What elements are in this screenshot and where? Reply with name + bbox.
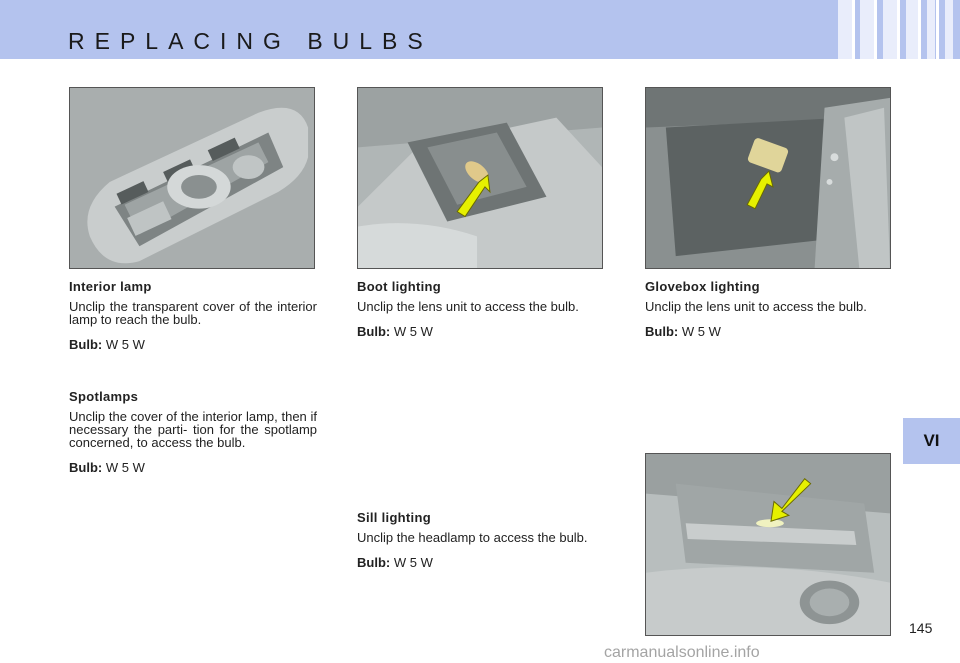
sill-lighting-photo [645, 453, 891, 636]
interior-lamp-text: Unclip the transparent cover of the interior lamp to reach the bulb. [69, 299, 317, 327]
page-title: REPLACING BULBS [68, 28, 433, 54]
glovebox-lighting-bulb: Bulb: W 5 W [645, 324, 721, 339]
header-band [0, 0, 960, 59]
boot-lighting-section [357, 279, 605, 339]
header-decoration [830, 0, 960, 59]
chapter-tab[interactable]: VI [903, 418, 960, 464]
spotlamps-section [69, 389, 317, 475]
spotlamps-title: Spotlamps [69, 389, 139, 404]
boot-lighting-text: Unclip the lens unit to access the bulb. [357, 299, 579, 314]
glovebox-lighting-photo [645, 87, 891, 269]
spotlamps-bulb: Bulb: W 5 W [69, 460, 145, 475]
boot-lighting-bulb: Bulb: W 5 W [357, 324, 433, 339]
sill-lighting-section [357, 510, 605, 570]
interior-lamp-bulb: Bulb: W 5 W [69, 337, 145, 352]
watermark: carmanualsonline.info [604, 644, 760, 661]
spotlamps-text: Unclip the cover of the interior lamp, then if necessary the parti- tion for the spotlamp concerned, to access the bulb. [69, 409, 317, 450]
sill-lighting-bulb: Bulb: W 5 W [357, 555, 433, 570]
glovebox-lighting-title: Glovebox lighting [645, 279, 760, 294]
glovebox-lighting-text: Unclip the lens unit to access the bulb. [645, 299, 867, 314]
glovebox-lighting-section [645, 279, 893, 339]
boot-lighting-title: Boot lighting [357, 279, 442, 294]
boot-lighting-photo [357, 87, 603, 269]
interior-lamp-photo [69, 87, 315, 269]
interior-lamp-title: Interior lamp [69, 279, 152, 294]
sill-lighting-title: Sill lighting [357, 510, 431, 525]
interior-lamp-section [69, 279, 317, 352]
page-number: 145 [909, 620, 933, 636]
sill-lighting-text: Unclip the headlamp to access the bulb. [357, 530, 588, 545]
